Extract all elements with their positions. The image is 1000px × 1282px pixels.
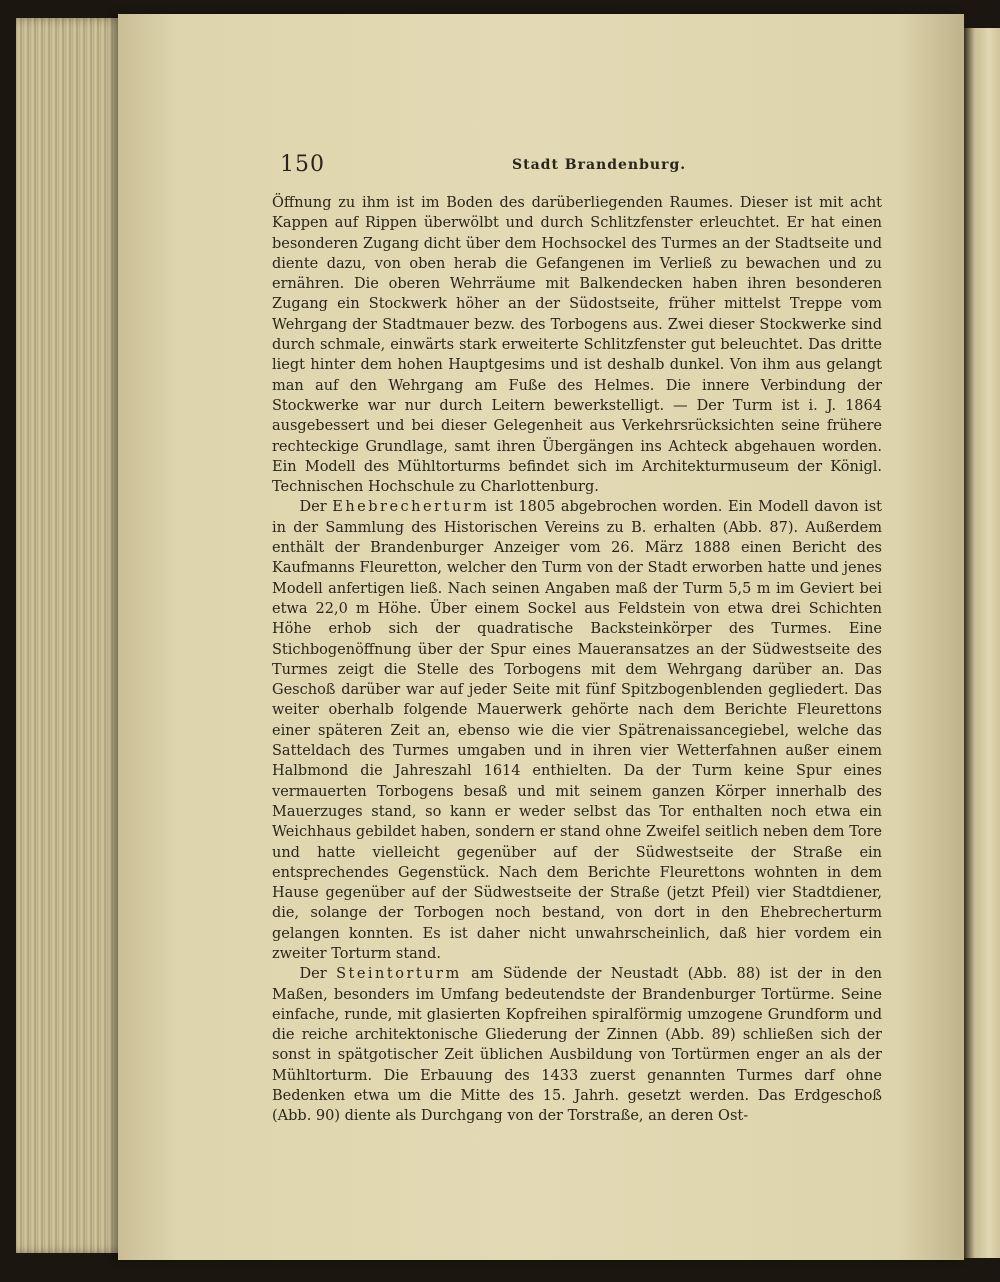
facing-page-edge — [964, 28, 1000, 1258]
tower-name-steintorturm: Steintorturm — [336, 966, 462, 983]
body-text — [272, 193, 882, 1127]
page-header — [280, 152, 880, 182]
paragraph: Der Steintorturm am Südende der Neustadt (Abb. 88) ist der in den Maßen, besonders im Umfang bedeutendste der Brandenburger Tortürme. Seine einfache, runde, mit glasierten Kopfreihen spiralförmig umzogene Grundform und die reiche architektonische Gliederung der Zinnen (Abb. 89) schließen sich der sonst in spätgotischer Zeit üblichen Ausbildung von Tortürmen enger an als der Mühltorturm. Die Erbauung des 1433 zuerst genannten Turmes darf ohne Bedenken etwa um die Mitte des 15. Jahrh. gesetzt werden. Das Erdgeschoß (Abb. 90) diente als Durchgang von der Torstraße, an deren Ost- — [272, 966, 882, 1125]
page-number: 150 — [280, 152, 325, 177]
paragraph: Öffnung zu ihm ist im Boden des darüberliegenden Raumes. Dieser ist mit acht Kappen auf Rippen überwölbt und durch Schlitzfenster erleuchtet. Er hat einen besonderen Zugang dicht über dem Hochsockel des Turmes an der Stadtseite und diente dazu, von oben herab die Gefangenen im Verließ zu bewachen und zu ernähren. Die oberen Wehrräume mit Balkendecken haben ihren besonderen Zugang ein Stockwerk höher an der Südostseite, früher mittelst Treppe vom Wehrgang der Stadtmauer bezw. des Torbogens aus. Zwei dieser Stockwerke sind durch schmale, einwärts stark erweiterte Schlitzfenster gut beleuchtet. Das dritte liegt hinter dem hohen Hauptgesims und ist deshalb dunkel. Von ihm aus gelangt man auf den Wehrgang am Fuße des Helmes. Die innere Verbindung der Stockwerke war nur durch Leitern bewerkstelligt. — Der Turm ist i. J. 1864 ausgebessert und bei dieser Gelegenheit aus Verkehrsrücksichten seine frühere rechteckige Grundlage, samt ihren Übergängen ins Achteck abgehauen worden. Ein Modell des Mühltorturms befindet sich im Architekturmuseum der Königl. Technischen Hochschule zu Charlottenburg. — [272, 195, 882, 496]
page-stack-edges — [16, 18, 126, 1253]
tower-name-ehebrecherturm: Ehebrecherturm — [332, 499, 490, 516]
running-title: Stadt Brandenburg. — [512, 157, 687, 173]
paragraph: Der Ehebrecherturm ist 1805 abgebrochen worden. Ein Modell davon ist in der Sammlung des Historischen Vereins zu B. erhalten (Abb. 87). Außerdem enthält der Brandenburger Anzeiger vom 26. März 1888 einen Bericht des Kaufmanns Fleuretton, welcher den Turm von der Stadt erworben hatte und jenes Modell anfertigen ließ. Nach seinen Angaben maß der Turm 5,5 m im Geviert bei etwa 22,0 m Höhe. Über einem Sockel aus Feldstein von etwa drei Schichten Höhe erhob sich der quadratische Backsteinkörper des Turmes. Eine Stichbogenöffnung über der Spur eines Maueransatzes an der Südwestseite des Turmes zeigt die Stelle des Torbogens mit dem Wehrgang darüber an. Das Geschoß darüber war auf jeder Seite mit fünf Spitzbogenblenden gegliedert. Das weiter oberhalb folgende Mauerwerk gehörte nach dem Berichte Fleurettons einer späteren Zeit an, ebenso wie die vier Spätrenaissancegiebel, welche das Satteldach des Turmes umgaben und in ihren vier Wetterfahnen außer einem Halbmond die Jahreszahl 1614 enthielten. Da der Turm keine Spur eines vermauerten Torbogens besaß und mit seinem ganzen Körper innerhalb des Mauerzuges stand, so kann er weder selbst das Tor enthalten noch etwa ein Weichhaus gebildet haben, sondern er stand ohne Zweifel seitlich neben dem Tore und hatte vielleicht gegenüber auf der Südwestseite der Straße ein entsprechendes Gegenstück. Nach dem Berichte Fleurettons wohnten in dem Hause gegenüber auf der Südwestseite der Straße (jetzt Pfeil) vier Stadtdiener, die, solange der Torbogen noch bestand, von dort in den Ehebrecherturm gelangen konnten. Es ist daher nicht unwahrscheinlich, daß hier vordem ein zweiter Torturm stand. — [272, 499, 883, 962]
